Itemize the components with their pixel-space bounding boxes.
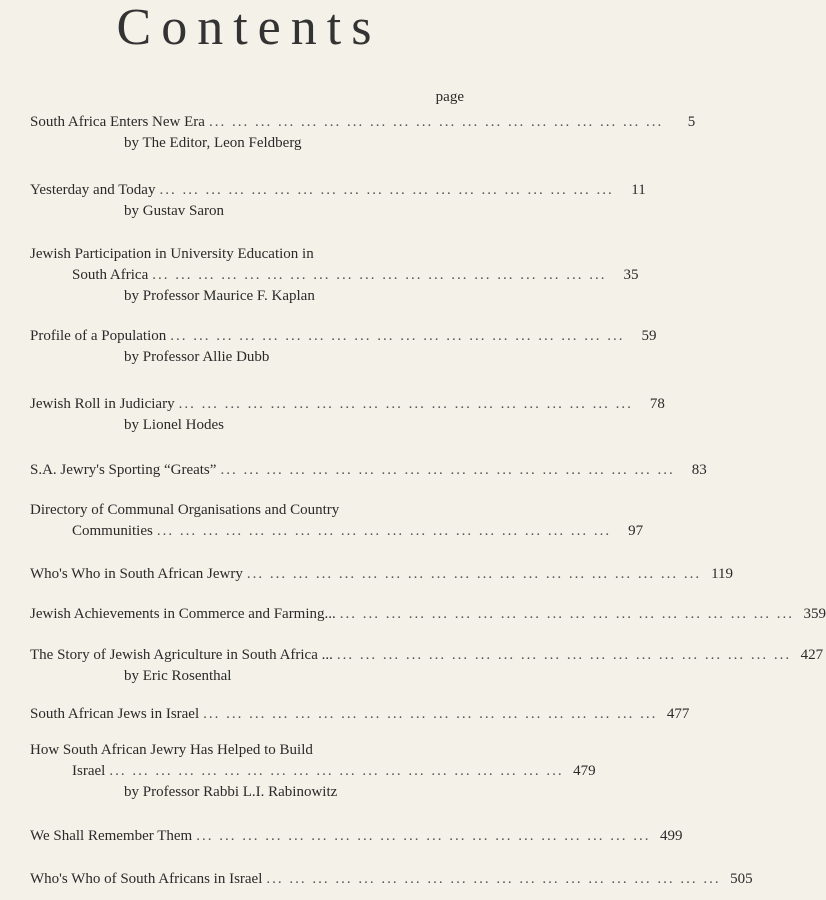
toc-entry[interactable] xyxy=(30,740,596,803)
toc-entry[interactable] xyxy=(30,645,824,687)
toc-entry[interactable] xyxy=(30,604,826,625)
page-number: 97 xyxy=(628,523,644,539)
entry-title-line: Profile of a Population xyxy=(30,328,167,344)
toc-entry[interactable] xyxy=(30,244,639,307)
entry-title-line: Directory of Communal Organisations and Country xyxy=(30,502,340,518)
dot-leader: ... ... ... ... ... ... ... ... ... ... ... ... ... ... ... ... ... ... ... ... xyxy=(266,871,721,887)
entry-title-line: South Africa Enters New Era xyxy=(30,114,205,130)
entry-author: by Lionel Hodes xyxy=(124,417,224,433)
toc-entry[interactable] xyxy=(30,564,734,585)
page-column-header: page xyxy=(435,89,464,105)
entry-title-line: Israel xyxy=(72,763,106,779)
entry-title-line: The Story of Jewish Agriculture in South Africa ... xyxy=(30,647,333,663)
toc-entry[interactable] xyxy=(30,112,696,154)
page-number: 479 xyxy=(573,763,596,779)
entry-title-line: Jewish Roll in Judiciary xyxy=(30,396,175,412)
dot-leader: ... ... ... ... ... ... ... ... ... ... ... ... ... ... ... ... ... ... ... ... xyxy=(159,182,614,198)
dot-leader: ... ... ... ... ... ... ... ... ... ... ... ... ... ... ... ... ... ... ... ... xyxy=(170,328,625,344)
dot-leader: ... ... ... ... ... ... ... ... ... ... ... ... ... ... ... ... ... ... ... ... xyxy=(339,606,795,622)
page-number: 505 xyxy=(730,871,753,887)
page-number: 119 xyxy=(711,566,734,582)
entry-author: by Gustav Saron xyxy=(124,203,224,219)
entry-title-line: South African Jews in Israel xyxy=(30,706,200,722)
toc-entry[interactable] xyxy=(30,326,657,368)
dot-leader: ... ... ... ... ... ... ... ... ... ... ... ... ... ... ... ... ... ... ... ... xyxy=(220,462,675,478)
dot-leader: ... ... ... ... ... ... ... ... ... ... ... ... ... ... ... ... ... ... ... ... xyxy=(196,828,651,844)
page-number: 427 xyxy=(800,647,824,663)
dot-leader: ... ... ... ... ... ... ... ... ... ... ... ... ... ... ... ... ... ... ... ... xyxy=(109,763,564,779)
entry-author: by Professor Rabbi L.I. Rabinowitz xyxy=(124,784,338,800)
page-title: Contents xyxy=(116,0,382,56)
page-number: 5 xyxy=(687,114,696,130)
entry-author: by Professor Allie Dubb xyxy=(124,349,270,365)
page-number: 499 xyxy=(659,828,683,844)
entry-title-line: Who's Who of South Africans in Israel xyxy=(30,871,263,887)
dot-leader: ... ... ... ... ... ... ... ... ... ... ... ... ... ... ... ... ... ... ... ... xyxy=(203,706,658,722)
dot-leader: ... ... ... ... ... ... ... ... ... ... ... ... ... ... ... ... ... ... ... ... xyxy=(156,523,612,539)
dot-leader: ... ... ... ... ... ... ... ... ... ... ... ... ... ... ... ... ... ... ... ... xyxy=(336,647,792,663)
entry-title-line: We Shall Remember Them xyxy=(30,828,193,844)
entry-author: by Eric Rosenthal xyxy=(124,668,232,684)
entry-title-line: Who's Who in South African Jewry xyxy=(30,566,243,582)
page-number: 35 xyxy=(623,267,639,283)
entry-title-line: Communities xyxy=(72,523,153,539)
toc-entry[interactable] xyxy=(30,704,690,725)
toc-entry[interactable] xyxy=(30,500,644,542)
entry-title-line: S.A. Jewry's Sporting “Greats” xyxy=(30,462,217,478)
dot-leader: ... ... ... ... ... ... ... ... ... ... ... ... ... ... ... ... ... ... ... ... xyxy=(246,566,702,582)
page-number: 11 xyxy=(631,182,646,198)
toc-entry[interactable] xyxy=(30,826,683,847)
page-number: 83 xyxy=(691,462,707,478)
entry-author: by The Editor, Leon Feldberg xyxy=(124,135,302,151)
toc-entry[interactable] xyxy=(30,869,753,890)
page-number: 78 xyxy=(649,396,665,412)
page-number: 477 xyxy=(666,706,690,722)
page-number: 59 xyxy=(641,328,657,344)
entry-title-line: How South African Jewry Has Helped to Build xyxy=(30,742,313,758)
toc-entry[interactable] xyxy=(30,180,646,222)
dot-leader: ... ... ... ... ... ... ... ... ... ... ... ... ... ... ... ... ... ... ... ... xyxy=(178,396,633,412)
toc-entry[interactable] xyxy=(30,460,707,481)
entry-author: by Professor Maurice F. Kaplan xyxy=(124,288,315,304)
toc-entry[interactable] xyxy=(30,394,665,436)
dot-leader: ... ... ... ... ... ... ... ... ... ... ... ... ... ... ... ... ... ... ... ... xyxy=(208,114,664,130)
page-number: 359 xyxy=(803,606,826,622)
entry-title-line: Jewish Participation in University Education in xyxy=(30,246,314,262)
entry-title-line: Jewish Achievements in Commerce and Farming... xyxy=(30,606,336,622)
entry-title-line: Yesterday and Today xyxy=(30,182,156,198)
entry-title-line: South Africa xyxy=(72,267,149,283)
dot-leader: ... ... ... ... ... ... ... ... ... ... ... ... ... ... ... ... ... ... ... ... xyxy=(152,267,607,283)
